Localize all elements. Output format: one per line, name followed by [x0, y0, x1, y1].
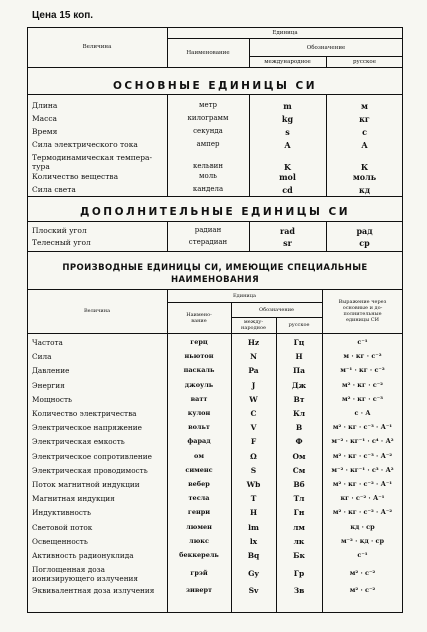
quantity-name: Масса — [32, 114, 58, 123]
rus-symbol: кг — [359, 114, 370, 124]
rus-symbol: ср — [359, 238, 370, 248]
unit-name: беккерель — [179, 551, 219, 559]
rus-symbol: Гр — [293, 569, 305, 579]
intl-symbol: m — [283, 101, 292, 111]
quantity-name: Электрическое напряжение — [32, 423, 142, 433]
unit-name: генри — [187, 508, 211, 517]
quantity-name: Электрическое сопротивление — [32, 451, 152, 461]
table-row — [27, 366, 403, 380]
quantity-name-cont: тура — [32, 162, 50, 171]
quantity-name: Электрическая проводимость — [32, 465, 148, 475]
divider — [27, 289, 403, 290]
rus-symbol: К — [360, 162, 369, 172]
table-row — [27, 127, 403, 140]
table-row — [27, 586, 403, 600]
quantity-name: Сила электрического тока — [32, 140, 138, 149]
table-row — [27, 437, 403, 451]
rus-symbol: Ф — [295, 437, 303, 447]
rus-symbol: В — [295, 423, 303, 433]
si-expression: кд · ср — [350, 522, 375, 531]
derived-header-expr: Выражение через — [338, 299, 387, 305]
table-row — [27, 565, 403, 584]
intl-symbol: sr — [283, 238, 292, 248]
divider — [27, 67, 403, 68]
quantity-name: Сила света — [32, 185, 76, 194]
table-row — [27, 480, 403, 494]
unit-name: люмен — [186, 522, 212, 531]
intl-symbol: mol — [279, 172, 296, 182]
rus-symbol: Зв — [293, 586, 305, 596]
quantity-name: Частота — [32, 338, 63, 347]
header-name: Наименование — [186, 50, 230, 56]
unit-name: фарад — [187, 437, 211, 446]
si-expression: м⁻² · кг⁻¹ · с⁴ · А² — [331, 437, 394, 446]
table-row — [27, 423, 403, 437]
si-expression: м² · кг · с⁻³ — [342, 394, 383, 403]
intl-symbol: W — [249, 394, 258, 404]
intl-symbol: V — [250, 423, 257, 433]
unit-name: ватт — [190, 394, 208, 403]
si-expression: м² · кг · с⁻³ · А⁻¹ — [332, 423, 393, 432]
table-row — [27, 551, 403, 565]
header-quantity: Величина — [82, 44, 112, 50]
rus-symbol: Гн — [293, 508, 305, 518]
intl-symbol: s — [285, 127, 290, 137]
table-row — [27, 101, 403, 114]
unit-name: килограмм — [187, 114, 229, 122]
quantity-name: Давление — [32, 366, 70, 376]
intl-symbol: Sv — [248, 586, 259, 596]
intl-symbol: kg — [281, 114, 294, 124]
quantity-name: Энергия — [32, 380, 65, 390]
rus-symbol: моль — [352, 172, 377, 182]
intl-symbol: Gy — [248, 569, 259, 579]
intl-symbol: lx — [249, 536, 258, 546]
unit-name: сименс — [185, 465, 213, 474]
intl-symbol: J — [251, 380, 256, 390]
quantity-name: Длина — [32, 101, 58, 110]
rus-symbol: с — [362, 127, 367, 137]
table-row — [27, 494, 403, 508]
rus-symbol: Дж — [291, 380, 307, 390]
table-row — [27, 338, 403, 352]
unit-name: герц — [190, 338, 208, 346]
quantity-name: Телесный угол — [32, 238, 91, 247]
table-row — [27, 409, 403, 423]
quantity-name: Поглощенная доза — [32, 565, 105, 575]
rus-symbol: Кл — [292, 409, 306, 418]
quantity-name: Поток магнитной индукции — [32, 480, 140, 489]
unit-name: моль — [199, 172, 217, 180]
si-expression: м² · с⁻² — [349, 569, 376, 578]
rus-symbol: См — [292, 465, 306, 475]
derived-header-unit: Единица — [233, 293, 256, 299]
table-row — [27, 352, 403, 366]
table-row — [27, 537, 403, 551]
intl-symbol: C — [250, 409, 257, 418]
derived-header-russian: русское — [288, 322, 310, 328]
intl-symbol: Wb — [246, 480, 261, 489]
si-expression: м⁻¹ · кг · с⁻² — [340, 366, 385, 375]
quantity-name: Световой поток — [32, 522, 93, 532]
unit-name: грэй — [190, 569, 208, 578]
intl-symbol: rad — [280, 226, 295, 236]
quantity-name: Сила — [32, 352, 52, 362]
quantity-name-cont: ионизирующего излучения — [32, 574, 139, 584]
intl-symbol: H — [249, 508, 258, 518]
divider — [167, 38, 403, 39]
divider — [27, 333, 403, 334]
divider — [27, 94, 403, 95]
rus-symbol: Вт — [293, 394, 305, 404]
intl-symbol: Hz — [247, 338, 260, 347]
quantity-name: Эквивалентная доза излучения — [32, 586, 155, 596]
si-expression: м⁻² · кд · ср — [340, 536, 385, 545]
si-expression: м⁻² · кг⁻¹ · с³ · А² — [331, 465, 394, 474]
section-title-supplementary: ДОПОЛНИТЕЛЬНЫЕ ЕДИНИЦЫ СИ — [80, 206, 350, 218]
unit-name: ампер — [196, 140, 220, 148]
si-expression: м² · кг · с⁻³ · А⁻² — [332, 451, 393, 460]
table-row — [27, 466, 403, 480]
si-expression: с⁻¹ — [357, 338, 368, 346]
quantity-name: Индуктивность — [32, 508, 91, 518]
intl-symbol: S — [250, 465, 257, 475]
table-row — [27, 114, 403, 127]
unit-name: секунда — [193, 127, 223, 135]
quantity-name: Термодинамическая темпера- — [32, 153, 153, 162]
divider — [167, 302, 322, 303]
si-expression: с⁻¹ — [357, 551, 368, 559]
quantity-name: Электрическая емкость — [32, 437, 125, 447]
quantity-name: Плоский угол — [32, 226, 87, 235]
unit-name: джоуль — [184, 380, 214, 389]
derived-header-quantity: Величина — [83, 308, 111, 314]
derived-header-expr-2: основные и до- — [342, 305, 383, 311]
intl-symbol: Pa — [248, 366, 259, 376]
table-row — [27, 172, 403, 185]
intl-symbol: F — [250, 437, 257, 447]
intl-symbol: T — [250, 494, 257, 504]
unit-name: паскаль — [183, 366, 215, 375]
header-designation: Обозначение — [306, 45, 346, 51]
quantity-name: Освещенность — [32, 536, 88, 546]
rus-symbol: Тл — [293, 494, 305, 504]
derived-header-expr-4: единицы СИ — [345, 317, 379, 323]
intl-symbol: Ω — [250, 451, 257, 461]
rus-symbol: лк — [293, 536, 305, 546]
intl-symbol: Bq — [247, 551, 260, 560]
divider — [27, 251, 403, 252]
section-title-base: ОСНОВНЫЕ ЕДИНИЦЫ СИ — [112, 80, 317, 92]
intl-symbol: cd — [282, 185, 293, 195]
unit-name: стерадиан — [188, 238, 228, 246]
rus-symbol: Бк — [293, 551, 305, 560]
table-row — [27, 238, 403, 251]
rus-symbol: Н — [295, 352, 303, 362]
unit-name: метр — [199, 101, 217, 109]
derived-header-designation: Обозначение — [258, 307, 295, 313]
unit-name: тесла — [188, 494, 210, 503]
si-expression: м² · кг · с⁻² · А⁻² — [332, 508, 393, 517]
intl-symbol: A — [284, 140, 291, 150]
divider — [231, 317, 322, 318]
intl-symbol: lm — [248, 522, 259, 532]
quantity-name: Количество электричества — [32, 409, 137, 418]
quantity-name: Активность радионуклида — [32, 551, 134, 560]
derived-header-intl-2: народное — [241, 325, 266, 331]
divider — [27, 221, 403, 222]
si-expression: м² · кг · с⁻² · А⁻¹ — [332, 480, 393, 488]
section-title-derived: ПРОИЗВОДНЫЕ ЕДИНИЦЫ СИ, ИМЕЮЩИЕ СПЕЦИАЛЬНЫЕ — [62, 263, 368, 273]
divider — [27, 196, 403, 197]
intl-symbol: N — [250, 352, 257, 362]
rus-symbol: Вб — [293, 480, 305, 489]
rus-symbol: рад — [356, 226, 373, 236]
unit-name: ом — [194, 451, 204, 460]
header-unit: Единица — [272, 30, 298, 36]
intl-symbol: K — [284, 162, 291, 172]
header-international: международное — [264, 59, 311, 65]
table-row — [27, 508, 403, 522]
derived-header-name-2: вание — [191, 318, 207, 324]
table-row — [27, 153, 403, 172]
rus-symbol: Па — [293, 366, 305, 376]
rus-symbol: м — [361, 101, 368, 111]
quantity-name: Магнитная индукция — [32, 494, 115, 504]
rus-symbol: кд — [358, 185, 371, 195]
quantity-name: Время — [32, 127, 58, 136]
derived-header-intl: между- — [243, 319, 264, 325]
si-expression: м² · кг · с⁻² — [342, 380, 383, 389]
si-expression: м · кг · с⁻² — [343, 352, 382, 361]
unit-name: зиверт — [185, 586, 213, 595]
derived-header-expr-3: полнительные — [343, 311, 382, 317]
rus-symbol: Ом — [292, 451, 306, 461]
unit-name: люкс — [189, 536, 209, 545]
unit-name: вебер — [188, 480, 210, 488]
unit-name: кельвин — [192, 162, 224, 170]
price-label: Цена 15 коп. — [32, 10, 94, 21]
table-row — [27, 140, 403, 153]
derived-header-name: Наимено- — [186, 312, 212, 318]
rus-symbol: лм — [293, 522, 305, 532]
rus-symbol: Гц — [293, 338, 305, 347]
quantity-name: Мощность — [32, 394, 73, 404]
table-row — [27, 395, 403, 409]
unit-name: кулон — [187, 409, 211, 417]
si-expression: с · А — [354, 409, 371, 417]
unit-name: кандела — [192, 185, 224, 193]
si-expression: м² · с⁻² — [349, 586, 376, 595]
table-row — [27, 452, 403, 466]
si-expression: кг · с⁻² · А⁻¹ — [340, 494, 385, 503]
table-row — [27, 381, 403, 395]
unit-name: ньютон — [184, 352, 214, 361]
unit-name: вольт — [188, 423, 210, 432]
rus-symbol: А — [361, 140, 368, 150]
header-russian: русское — [353, 59, 376, 65]
quantity-name: Количество вещества — [32, 172, 119, 181]
table-row — [27, 523, 403, 537]
section-title-derived-2: НАИМЕНОВАНИЯ — [170, 275, 260, 285]
unit-name: радиан — [194, 226, 222, 234]
